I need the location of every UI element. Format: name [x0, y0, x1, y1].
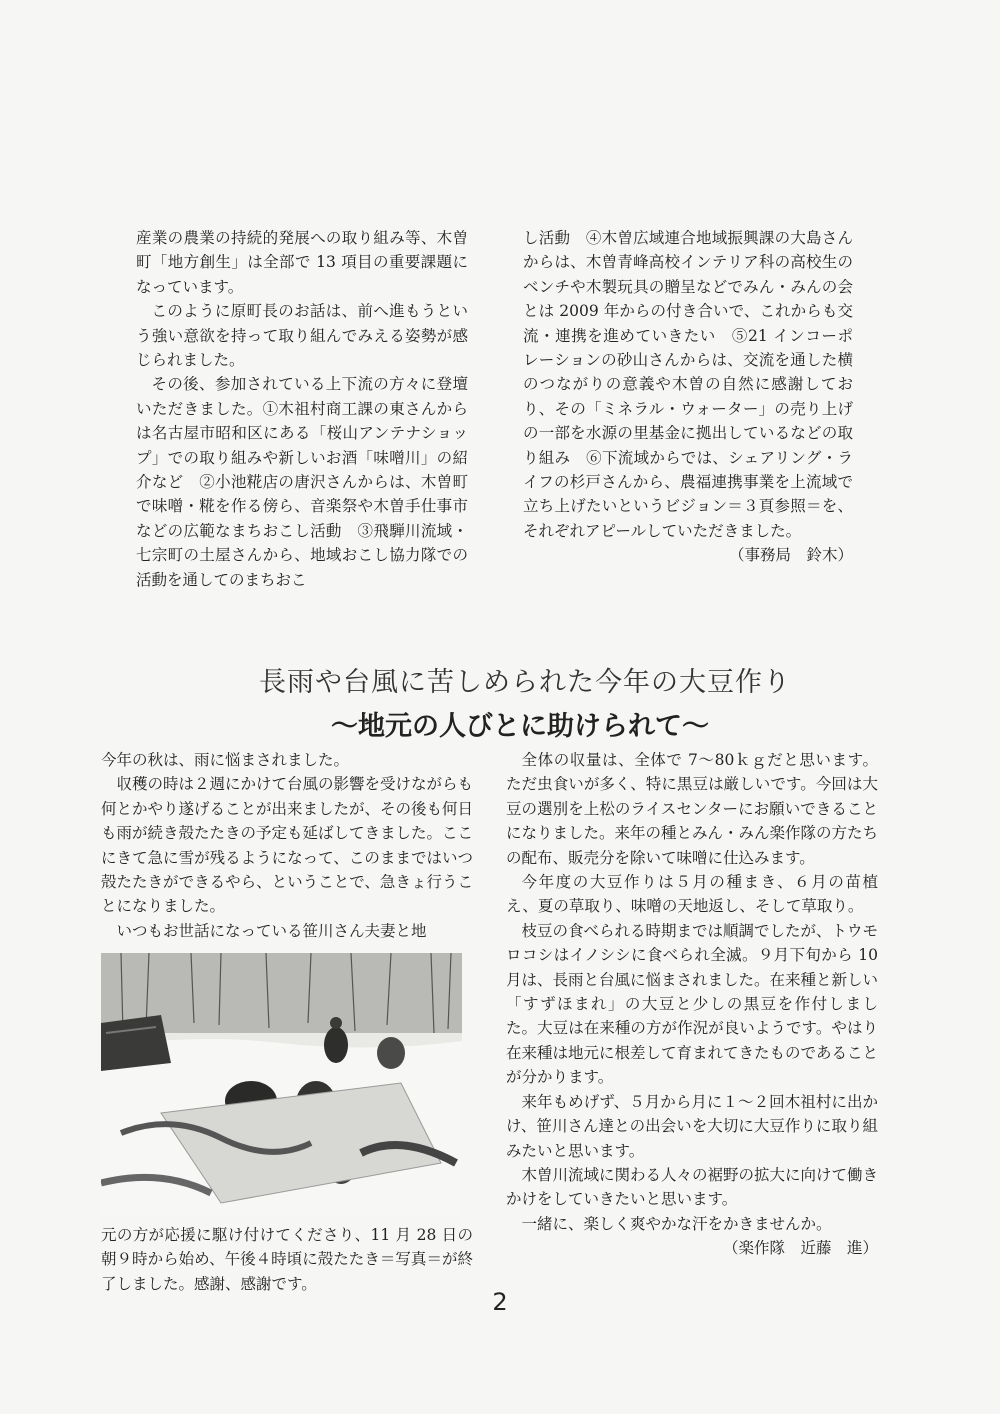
- article1-left-column: [136, 226, 468, 592]
- article1-paragraph: その後、参加されている上下流の方々に登壇いただきました。①木祖村商工課の東さんからは名古屋市昭和区にある「桜山アンテナショップ」での取り組みや新しいお酒「味噌川」の紹介など ②小池糀店の唐沢さんからは、木曽町で味噌・糀を作る傍ら、音楽祭や木曽手仕事市などの広範なまちおこし活動 ③飛騨川流域・七宗町の土屋さんから、地域おこし協力隊での活動を通してのまちおこ: [136, 375, 468, 589]
- page-number: 2: [492, 1288, 508, 1316]
- article2-paragraph: いつもお世話になっている笹川さん夫妻と地: [116, 921, 427, 940]
- bean-threshing-photo: [101, 953, 462, 1216]
- article2-title: 長雨や台風に苦しめられた今年の大豆作り: [259, 667, 791, 698]
- article1-paragraph: し活動 ④木曽広域連合地域振興課の大島さんからは、木曽青峰高校インテリア科の高校生のベンチや木製玩具の贈呈などでみん・みんの会とは 2009 年からの付き合いで、これからも交流・連携を進めていきたい ⑤21 インコーポレーションの砂山さんからは、交流を通した横のつながりの意義や木曽の自然に感謝しており、その「ミネラル・ウォーター」の売り上げの一部を水源の里基金に拠出しているなどの取り組み ⑥下流域からでは、シェアリング・ライフの杉戸さんから、農福連携事業を上流域で立ち上げたいというビジョン＝３頁参照＝を、それぞれアピールしていただきました。: [523, 229, 853, 540]
- article2-paragraph: 一緒に、楽しく爽やかな汗をかきませんか。: [521, 1214, 832, 1233]
- article2-paragraph: 木曽川流域に関わる人々の裾野の拡大に向けて働きかけをしていきたいと思います。: [506, 1165, 879, 1209]
- article2-paragraph: 今年度の大豆作りは５月の種まき、６月の苗植え、夏の草取り、味噌の天地返し、そして草取り。: [506, 873, 878, 916]
- article2-left-column-continued: [101, 1223, 473, 1296]
- article2-paragraph: 元の方が応援に駆け付けてくださり、11 月 28 日の朝９時から始め、午後４時頃に殻たたき＝写真＝が終了しました。感謝、感謝です。: [101, 1226, 473, 1293]
- article2-paragraph: 全体の収量は、全体で 7～80ｋｇだと思います。ただ虫食いが多く、特に黒豆は厳しいです。今回は大豆の選別を上松のライスセンターにお願いできることになりました。来年の種とみん・みん楽作隊の方たちの配布、販売分を除いて味噌に仕込みます。: [506, 751, 879, 867]
- article1-paragraph: このように原町長のお話は、前へ進もうという強い意欲を持って取り組んでみえる姿勢が感じられました。: [136, 302, 468, 370]
- article2-signature: （楽作隊 近藤 進）: [722, 1239, 878, 1258]
- article2-paragraph: 今年の秋は、雨に悩まされました。: [101, 751, 350, 769]
- article2-right-column: [506, 748, 878, 1261]
- article2-paragraph: 来年もめげず、５月から月に１～２回木祖村に出かけ、笹川さん達との出会いを大切に大豆作りに取り組みたいと思います。: [506, 1092, 878, 1160]
- article2-paragraph: 枝豆の食べられる時期までは順調でしたが、トウモロコシはイノシシに食べられ全滅。９月下旬から 10 月は、長雨と台風に悩まされました。在来種と新しい「すずほまれ」の大豆と少しの黒豆を作付しました。大豆は在来種の方が作況が良いようです。やはり在来種は地元に根差して育まれてきたものであることが分かります。: [506, 921, 879, 1087]
- article1-signature: （事務局 鈴木）: [728, 546, 853, 565]
- article2-left-column: [101, 748, 473, 943]
- article2-subtitle: ～地元の人びとに助けられて～: [331, 711, 709, 742]
- article1-paragraph: 産業の農業の持続的発展への取り組み等、木曽町「地方創生」は全部で 13 項目の重要課題になっています。: [136, 229, 468, 296]
- article2-paragraph: 収穫の時は２週にかけて台風の影響を受けながらも何とかやり遂げることが出来ましたが、その後も何日も雨が続き殻たたきの予定も延ばしてきました。ここにきて急に雪が残るようになって、このままではいつ殻たたきができるやら、ということで、急きょ行うことになりました。: [101, 775, 474, 916]
- article1-right-column: [523, 226, 853, 568]
